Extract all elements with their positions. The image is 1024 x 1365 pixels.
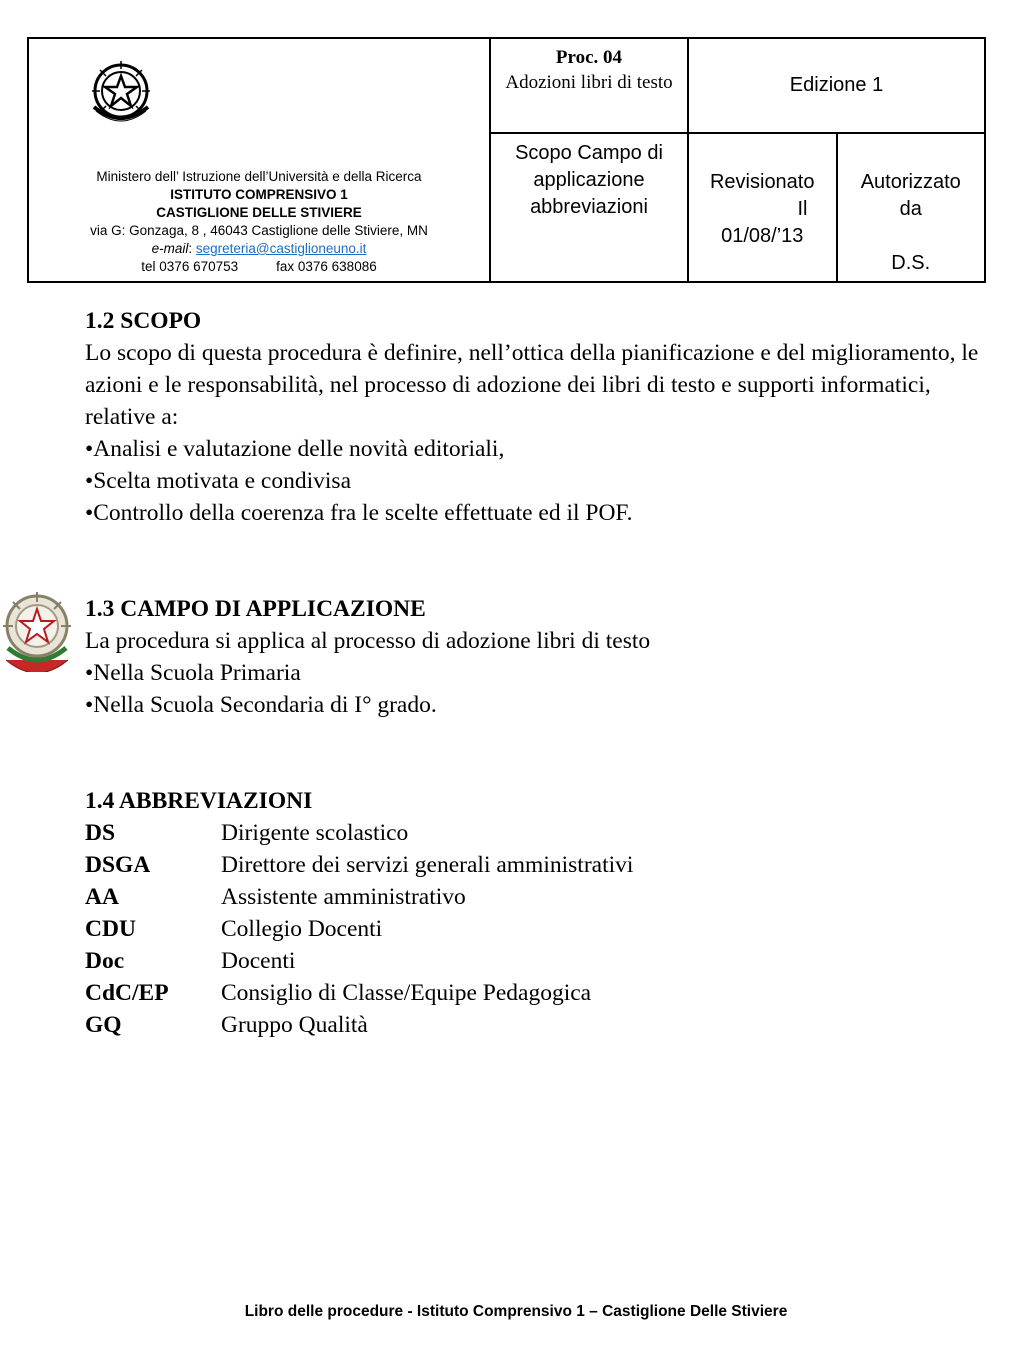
- section-title-campo: 1.3 CAMPO DI APPLICAZIONE: [85, 596, 426, 622]
- abbreviation-meaning: Gruppo Qualità: [221, 1012, 368, 1038]
- bullet-item: •Scelta motivata e condivisa: [85, 468, 351, 494]
- abbreviation-key: DSGA: [85, 852, 151, 878]
- authorization-cell: [837, 133, 986, 282]
- abbreviation-row: [85, 913, 985, 945]
- revision-label: Revisionato: [709, 171, 815, 193]
- authorization-label: Autorizzato: [860, 171, 961, 193]
- abbreviation-key: CdC/EP: [85, 980, 169, 1006]
- authorized-by: D.S.: [891, 252, 931, 274]
- page-footer: Libro delle procedure - Istituto Comprensivo 1 – Castiglione Delle Stiviere: [244, 1303, 788, 1320]
- document-header-table: [27, 37, 986, 283]
- abbreviation-row: [85, 945, 985, 977]
- school-town: CASTIGLIONE DELLE STIVIERE: [156, 205, 362, 220]
- bullet-item: •Analisi e valutazione delle novità editoriali,: [85, 436, 505, 462]
- section-text-scopo: Lo scopo di questa procedura è definire, nell’ottica della pianificazione e del miglioramento, le azioni e le responsabilità, nel processo di adozione dei libri di testo e supporti informatici, relative a:: [85, 340, 979, 430]
- school-name: ISTITUTO COMPRENSIVO 1: [170, 187, 348, 202]
- procedure-cell: [490, 38, 688, 133]
- section-title-abbreviazioni: 1.4 ABBREVIAZIONI: [85, 788, 313, 814]
- abbreviation-row: [85, 1009, 985, 1041]
- abbreviation-row: [85, 881, 985, 913]
- abbreviation-meaning: Assistente amministrativo: [221, 884, 466, 910]
- abbreviation-key: AA: [85, 884, 119, 910]
- abbreviation-meaning: Dirigente scolastico: [221, 820, 409, 846]
- bullet-item: •Controllo della coerenza fra le scelte effettuate ed il POF.: [85, 500, 633, 526]
- authorization-label-2: da: [899, 198, 922, 220]
- abbreviation-meaning: Consiglio di Classe/Equipe Pedagogica: [221, 980, 592, 1006]
- abbreviation-key: Doc: [85, 948, 125, 974]
- procedure-title: Adozioni libri di testo: [505, 72, 673, 93]
- document-body: [85, 305, 985, 1041]
- ministry-name: Ministero dell’ Istruzione dell’Università e della Ricerca: [96, 169, 422, 184]
- tel-number: tel 0376 670753: [141, 259, 239, 274]
- email-label: e-mail: [151, 241, 189, 256]
- abbreviation-meaning: Collegio Docenti: [221, 916, 383, 942]
- abbreviation-meaning: Docenti: [221, 948, 296, 974]
- revision-cell: [688, 133, 837, 282]
- fax-number: fax 0376 638086: [276, 259, 377, 274]
- institution-cell: [28, 38, 490, 282]
- procedure-number: Proc. 04: [555, 47, 623, 68]
- italian-republic-emblem-icon: [0, 590, 74, 672]
- abbreviation-row: [85, 849, 985, 881]
- abbreviation-meaning: Direttore dei servizi generali amministrativi: [221, 852, 634, 878]
- email-line: e-mail: segreteria@castiglioneuno.it: [151, 241, 367, 256]
- italian-emblem-icon: [84, 57, 158, 127]
- revision-date: 01/08/’13: [721, 225, 804, 247]
- bullet-item: •Nella Scuola Secondaria di I° grado.: [85, 692, 437, 718]
- institution-info: [29, 168, 489, 276]
- abbreviation-row: [85, 817, 985, 849]
- section-text-campo: La procedura si applica al processo di adozione libri di testo: [85, 628, 651, 654]
- abbreviation-key: CDU: [85, 916, 136, 942]
- bullet-item: •Nella Scuola Primaria: [85, 660, 301, 686]
- email-link[interactable]: segreteria@castiglioneuno.it: [195, 241, 367, 256]
- abbreviation-key: DS: [85, 820, 116, 846]
- edition-cell: Edizione 1: [688, 38, 985, 133]
- revision-label-2: Il: [797, 198, 808, 220]
- phone-line: [29, 258, 489, 276]
- school-address: via G: Gonzaga, 8 , 46043 Castiglione delle Stiviere, MN: [90, 223, 428, 238]
- section-title-scopo: 1.2 SCOPO: [85, 308, 202, 334]
- abbreviation-key: GQ: [85, 1012, 122, 1038]
- scope-cell: Scopo Campo di applicazione abbreviazioni: [490, 133, 688, 282]
- abbreviation-row: [85, 977, 985, 1009]
